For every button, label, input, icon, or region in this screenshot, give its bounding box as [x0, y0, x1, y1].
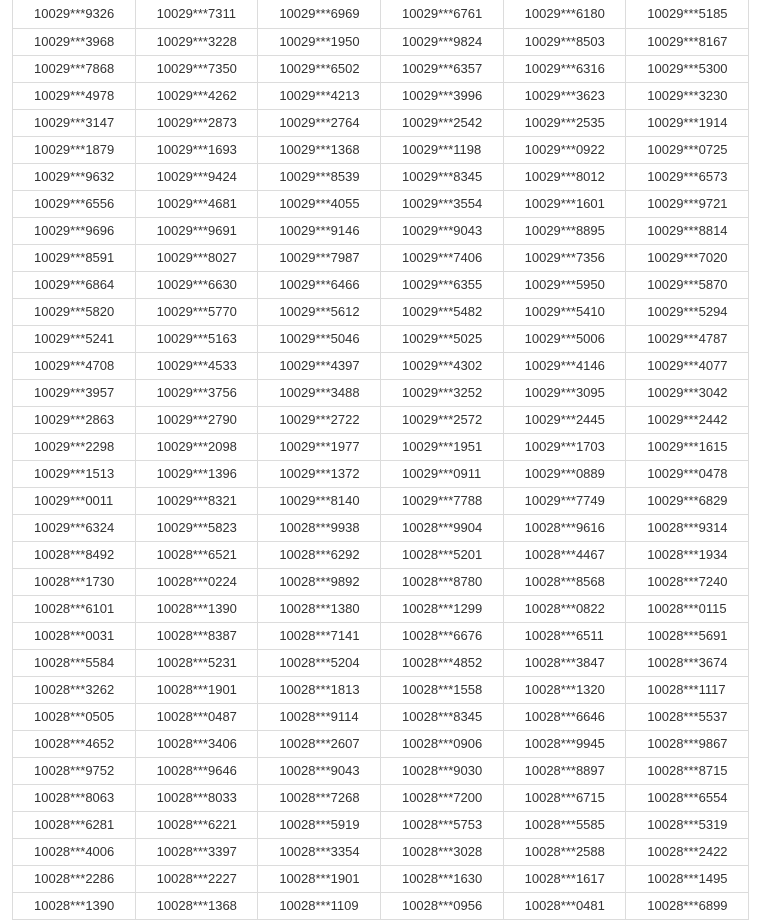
table-row [13, 893, 749, 920]
id-cell: 10029***3957 [13, 380, 136, 407]
id-cell: 10028***7200 [380, 785, 503, 812]
id-cell: 10028***5201 [380, 542, 503, 569]
id-cell: 10029***7788 [380, 488, 503, 515]
id-cell: 10028***9892 [258, 569, 381, 596]
id-cell: 10028***5537 [626, 704, 749, 731]
id-cell: 10028***8568 [503, 569, 626, 596]
id-cell: 10029***4708 [13, 353, 136, 380]
id-cell: 10029***6180 [503, 0, 626, 29]
id-cell: 10028***9867 [626, 731, 749, 758]
table-row [13, 164, 749, 191]
id-cell: 10029***2098 [135, 434, 258, 461]
id-cell: 10028***1934 [626, 542, 749, 569]
id-cell: 10029***3996 [380, 83, 503, 110]
table-row [13, 110, 749, 137]
id-cell: 10029***6573 [626, 164, 749, 191]
id-cell: 10029***1601 [503, 191, 626, 218]
id-cell: 10028***2588 [503, 839, 626, 866]
table-row [13, 461, 749, 488]
table-row [13, 137, 749, 164]
id-cell: 10029***1879 [13, 137, 136, 164]
id-cell: 10028***9945 [503, 731, 626, 758]
table-row [13, 191, 749, 218]
table-row [13, 650, 749, 677]
id-cell: 10028***1495 [626, 866, 749, 893]
id-cell: 10029***8503 [503, 29, 626, 56]
id-cell: 10028***5919 [258, 812, 381, 839]
table-row [13, 731, 749, 758]
id-cell: 10029***1372 [258, 461, 381, 488]
id-cell: 10029***2442 [626, 407, 749, 434]
id-cell: 10028***5585 [503, 812, 626, 839]
id-cell: 10029***5185 [626, 0, 749, 29]
id-cell: 10028***8387 [135, 623, 258, 650]
id-cell: 10029***5300 [626, 56, 749, 83]
id-list-container [12, 0, 749, 920]
id-cell: 10029***8140 [258, 488, 381, 515]
id-cell: 10029***7749 [503, 488, 626, 515]
table-row [13, 56, 749, 83]
id-cell: 10029***8895 [503, 218, 626, 245]
table-row [13, 29, 749, 56]
id-cell: 10029***6556 [13, 191, 136, 218]
id-cell: 10028***0822 [503, 596, 626, 623]
id-cell: 10028***9043 [258, 758, 381, 785]
id-cell: 10029***5006 [503, 326, 626, 353]
id-cell: 10028***3397 [135, 839, 258, 866]
table-row [13, 596, 749, 623]
id-cell: 10028***1901 [135, 677, 258, 704]
id-cell: 10029***4077 [626, 353, 749, 380]
id-cell: 10029***9424 [135, 164, 258, 191]
id-cell: 10028***0481 [503, 893, 626, 920]
id-cell: 10029***8012 [503, 164, 626, 191]
id-cell: 10028***1320 [503, 677, 626, 704]
table-row [13, 812, 749, 839]
id-cell: 10029***6630 [135, 272, 258, 299]
id-cell: 10029***8321 [135, 488, 258, 515]
id-cell: 10028***7141 [258, 623, 381, 650]
id-cell: 10029***6969 [258, 0, 381, 29]
table-row [13, 542, 749, 569]
id-cell: 10029***1198 [380, 137, 503, 164]
id-cell: 10028***6511 [503, 623, 626, 650]
id-cell: 10029***2764 [258, 110, 381, 137]
id-cell: 10029***5410 [503, 299, 626, 326]
id-cell: 10028***2286 [13, 866, 136, 893]
table-row [13, 704, 749, 731]
id-cell: 10029***8027 [135, 245, 258, 272]
table-row [13, 866, 749, 893]
table-row [13, 83, 749, 110]
id-cell: 10028***6646 [503, 704, 626, 731]
id-cell: 10029***7406 [380, 245, 503, 272]
id-cell: 10029***6357 [380, 56, 503, 83]
id-cell: 10029***8814 [626, 218, 749, 245]
id-cell: 10029***9721 [626, 191, 749, 218]
id-cell: 10029***4397 [258, 353, 381, 380]
id-cell: 10029***0725 [626, 137, 749, 164]
id-cell: 10029***7311 [135, 0, 258, 29]
table-row [13, 218, 749, 245]
table-row [13, 326, 749, 353]
table-row [13, 272, 749, 299]
id-cell: 10029***3230 [626, 83, 749, 110]
id-cell: 10028***5204 [258, 650, 381, 677]
table-row [13, 677, 749, 704]
id-cell: 10029***5025 [380, 326, 503, 353]
table-row [13, 0, 749, 29]
id-cell: 10029***7868 [13, 56, 136, 83]
table-row [13, 569, 749, 596]
id-cell: 10028***1730 [13, 569, 136, 596]
id-cell: 10028***0224 [135, 569, 258, 596]
id-cell: 10029***4146 [503, 353, 626, 380]
id-cell: 10028***0031 [13, 623, 136, 650]
id-cell: 10028***1368 [135, 893, 258, 920]
id-cell: 10028***9904 [380, 515, 503, 542]
id-cell: 10028***2227 [135, 866, 258, 893]
id-cell: 10029***5612 [258, 299, 381, 326]
table-row [13, 785, 749, 812]
id-cell: 10029***2790 [135, 407, 258, 434]
id-cell: 10028***8033 [135, 785, 258, 812]
id-cell: 10028***0115 [626, 596, 749, 623]
id-cell: 10029***3756 [135, 380, 258, 407]
id-cell: 10028***7240 [626, 569, 749, 596]
id-cell: 10029***9146 [258, 218, 381, 245]
id-cell: 10029***7350 [135, 56, 258, 83]
id-cell: 10028***1117 [626, 677, 749, 704]
id-cell: 10028***8715 [626, 758, 749, 785]
table-row [13, 515, 749, 542]
id-cell: 10028***6281 [13, 812, 136, 839]
id-cell: 10029***6355 [380, 272, 503, 299]
id-cell: 10029***6864 [13, 272, 136, 299]
id-cell: 10029***3488 [258, 380, 381, 407]
id-cell: 10028***1390 [13, 893, 136, 920]
id-cell: 10028***9030 [380, 758, 503, 785]
id-cell: 10028***7268 [258, 785, 381, 812]
id-cell: 10028***2422 [626, 839, 749, 866]
id-cell: 10029***2535 [503, 110, 626, 137]
id-cell: 10028***9314 [626, 515, 749, 542]
id-cell: 10029***0889 [503, 461, 626, 488]
id-cell: 10029***5241 [13, 326, 136, 353]
id-cell: 10029***9632 [13, 164, 136, 191]
id-cell: 10028***4006 [13, 839, 136, 866]
id-cell: 10028***3028 [380, 839, 503, 866]
id-cell: 10029***2445 [503, 407, 626, 434]
id-cell: 10028***6554 [626, 785, 749, 812]
id-cell: 10028***5319 [626, 812, 749, 839]
id-cell: 10029***9043 [380, 218, 503, 245]
id-cell: 10029***8167 [626, 29, 749, 56]
id-cell: 10028***2607 [258, 731, 381, 758]
id-cell: 10029***4055 [258, 191, 381, 218]
id-cell: 10028***6101 [13, 596, 136, 623]
id-cell: 10029***4787 [626, 326, 749, 353]
id-cell: 10028***1390 [135, 596, 258, 623]
id-cell: 10029***9696 [13, 218, 136, 245]
id-cell: 10028***1109 [258, 893, 381, 920]
id-cell: 10029***6829 [626, 488, 749, 515]
id-cell: 10028***1901 [258, 866, 381, 893]
id-cell: 10028***5231 [135, 650, 258, 677]
id-cell: 10028***3354 [258, 839, 381, 866]
id-cell: 10029***0011 [13, 488, 136, 515]
id-cell: 10029***5820 [13, 299, 136, 326]
id-cell: 10029***0478 [626, 461, 749, 488]
id-cell: 10029***8345 [380, 164, 503, 191]
id-cell: 10028***9114 [258, 704, 381, 731]
id-cell: 10029***4262 [135, 83, 258, 110]
id-cell: 10029***2572 [380, 407, 503, 434]
id-cell: 10029***7356 [503, 245, 626, 272]
id-cell: 10028***9646 [135, 758, 258, 785]
id-cell: 10029***1693 [135, 137, 258, 164]
masked-id-table [12, 0, 749, 920]
id-cell: 10028***8063 [13, 785, 136, 812]
id-cell: 10029***0911 [380, 461, 503, 488]
id-cell: 10028***8897 [503, 758, 626, 785]
id-cell: 10028***6899 [626, 893, 749, 920]
id-cell: 10029***1951 [380, 434, 503, 461]
id-cell: 10028***4467 [503, 542, 626, 569]
id-cell: 10029***1396 [135, 461, 258, 488]
id-cell: 10029***5770 [135, 299, 258, 326]
id-cell: 10029***6466 [258, 272, 381, 299]
id-cell: 10028***5753 [380, 812, 503, 839]
table-row [13, 623, 749, 650]
id-cell: 10028***1558 [380, 677, 503, 704]
id-cell: 10028***0487 [135, 704, 258, 731]
id-cell: 10029***3968 [13, 29, 136, 56]
id-cell: 10029***4302 [380, 353, 503, 380]
id-cell: 10029***3554 [380, 191, 503, 218]
id-cell: 10029***5870 [626, 272, 749, 299]
id-cell: 10028***6221 [135, 812, 258, 839]
id-cell: 10029***1977 [258, 434, 381, 461]
table-row [13, 299, 749, 326]
id-cell: 10028***0505 [13, 704, 136, 731]
table-row [13, 434, 749, 461]
id-cell: 10029***5482 [380, 299, 503, 326]
id-cell: 10028***5584 [13, 650, 136, 677]
id-cell: 10028***6715 [503, 785, 626, 812]
id-cell: 10028***3262 [13, 677, 136, 704]
id-cell: 10028***6292 [258, 542, 381, 569]
id-cell: 10029***2298 [13, 434, 136, 461]
table-row [13, 488, 749, 515]
id-cell: 10029***6316 [503, 56, 626, 83]
id-cell: 10028***0956 [380, 893, 503, 920]
id-cell: 10028***8345 [380, 704, 503, 731]
id-cell: 10029***5163 [135, 326, 258, 353]
id-cell: 10028***1617 [503, 866, 626, 893]
table-row [13, 839, 749, 866]
id-cell: 10029***7987 [258, 245, 381, 272]
id-cell: 10029***8591 [13, 245, 136, 272]
id-cell: 10028***9938 [258, 515, 381, 542]
id-cell: 10028***4852 [380, 650, 503, 677]
id-cell: 10028***5691 [626, 623, 749, 650]
id-cell: 10029***2722 [258, 407, 381, 434]
id-cell: 10028***6676 [380, 623, 503, 650]
id-cell: 10029***5823 [135, 515, 258, 542]
id-cell: 10029***3147 [13, 110, 136, 137]
id-cell: 10028***6521 [135, 542, 258, 569]
table-row [13, 245, 749, 272]
id-cell: 10029***6761 [380, 0, 503, 29]
id-cell: 10028***1813 [258, 677, 381, 704]
id-cell: 10029***2863 [13, 407, 136, 434]
id-cell: 10029***6502 [258, 56, 381, 83]
id-cell: 10028***3406 [135, 731, 258, 758]
table-row [13, 353, 749, 380]
id-cell: 10028***0906 [380, 731, 503, 758]
id-cell: 10029***1368 [258, 137, 381, 164]
id-cell: 10028***1299 [380, 596, 503, 623]
id-cell: 10029***4213 [258, 83, 381, 110]
table-row [13, 380, 749, 407]
table-body [13, 0, 749, 920]
id-cell: 10028***9616 [503, 515, 626, 542]
id-cell: 10029***0922 [503, 137, 626, 164]
id-cell: 10029***4978 [13, 83, 136, 110]
table-row [13, 758, 749, 785]
id-cell: 10029***9691 [135, 218, 258, 245]
id-cell: 10029***1513 [13, 461, 136, 488]
id-cell: 10029***4681 [135, 191, 258, 218]
id-cell: 10028***1380 [258, 596, 381, 623]
id-cell: 10028***3847 [503, 650, 626, 677]
id-cell: 10029***3042 [626, 380, 749, 407]
id-cell: 10029***1950 [258, 29, 381, 56]
table-row [13, 407, 749, 434]
id-cell: 10028***8492 [13, 542, 136, 569]
id-cell: 10029***5294 [626, 299, 749, 326]
id-cell: 10029***1914 [626, 110, 749, 137]
id-cell: 10029***7020 [626, 245, 749, 272]
id-cell: 10028***4652 [13, 731, 136, 758]
id-cell: 10028***8780 [380, 569, 503, 596]
id-cell: 10029***9326 [13, 0, 136, 29]
id-cell: 10029***4533 [135, 353, 258, 380]
id-cell: 10028***3674 [626, 650, 749, 677]
id-cell: 10029***6324 [13, 515, 136, 542]
id-cell: 10029***5046 [258, 326, 381, 353]
id-cell: 10029***8539 [258, 164, 381, 191]
id-cell: 10029***1703 [503, 434, 626, 461]
id-cell: 10029***3252 [380, 380, 503, 407]
id-cell: 10029***1615 [626, 434, 749, 461]
id-cell: 10029***9824 [380, 29, 503, 56]
id-cell: 10029***2873 [135, 110, 258, 137]
id-cell: 10029***3623 [503, 83, 626, 110]
id-cell: 10028***1630 [380, 866, 503, 893]
id-cell: 10029***2542 [380, 110, 503, 137]
id-cell: 10029***5950 [503, 272, 626, 299]
id-cell: 10028***9752 [13, 758, 136, 785]
id-cell: 10029***3228 [135, 29, 258, 56]
id-cell: 10029***3095 [503, 380, 626, 407]
